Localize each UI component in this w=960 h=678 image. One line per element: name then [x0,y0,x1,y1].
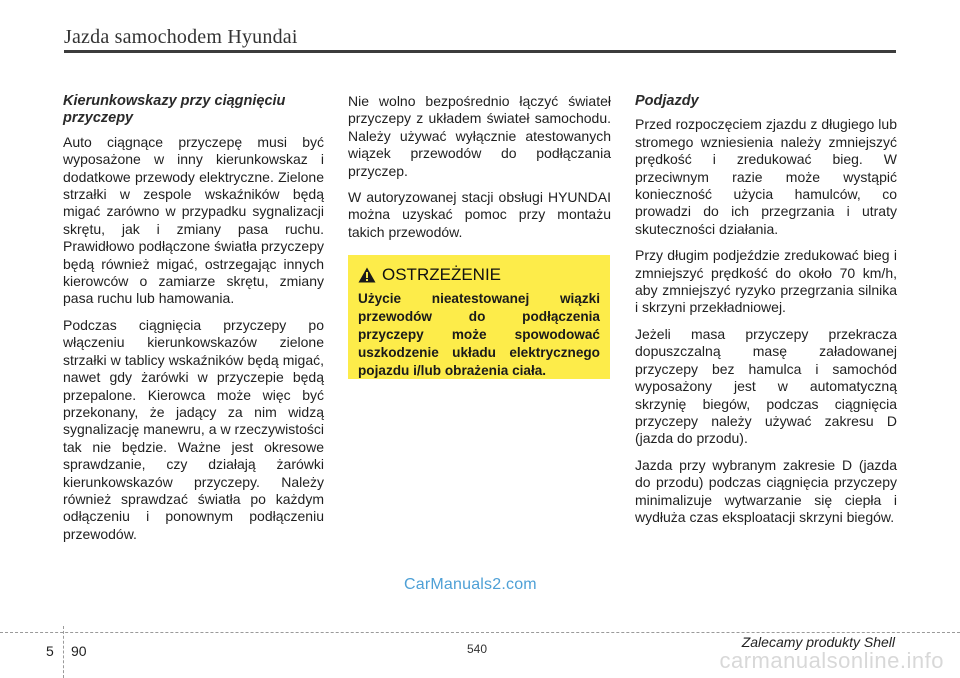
warning-box [348,255,610,379]
warning-title: OSTRZEŻENIE [382,265,502,284]
column-middle [348,93,611,250]
paragraph: Nie wolno bezpośrednio łączyć świateł przyczepy z układem świateł samochodu. Należy używać wyłącznie atestowanych wiązek przewodów do podłączania przyczep. [348,93,611,179]
warning-header [358,265,600,285]
center-page-number: 540 [467,642,488,656]
column-right [635,93,897,535]
footer-vertical-divider [63,626,64,678]
carmanuals-watermark[interactable]: CarManuals2.com [404,576,537,593]
warning-text: Użycie nieatestowanej wiązki przewodów do podłączenia przyczepy może spowodować uszkodzenie układu elektrycznego pojazdu i/lub obrażenia ciała. [358,291,600,378]
page-header-title: Jazda samochodem Hyundai [64,26,298,48]
chapter-number: 5 [46,643,54,659]
column-left [63,93,324,552]
page-number: 90 [71,643,87,659]
footer-divider [0,632,960,633]
site-watermark[interactable]: carmanualsonline.info [719,648,944,673]
footer-shell-text: Zalecamy produkty Shell [741,634,895,650]
paragraph: Jeżeli masa przyczepy przekracza dopuszczalną masę załadowanej przyczepy bez hamulca i samochód wyposażony jest w automatyczną skrzynię biegów, podczas ciągnięcia przyczepy należy używać zakresu D (jazda do przodu). [635,325,897,447]
paragraph: Przy długim podjeździe zredukować bieg i zmniejszyć prędkość do około 70 km/h, aby zmniejszyć ryzyko przegrzania silnika i skrzyni przekładniowej. [635,247,897,316]
paragraph: Przed rozpoczęciem zjazdu z długiego lub stromego wzniesienia należy zmniejszyć prędkość i zredukować bieg. W przeciwnym razie może wystąpić konieczność użycia hamulców, co prowadzi do ich przegrzania i utraty skuteczności działania. [635,116,897,237]
paragraph: Podczas ciągnięcia przyczepy po włączeniu kierunkowskazów zielone strzałki w tablicy wskaźników będą migać, nawet gdy żarówki w przyczepie będą przepalone. Kierowca może więc być przekonany, że jadący za nim widzą sygnalizację manewru, a w rzeczywistości tak nie będzie. Ważne jest okresowe sprawdzanie, czy działają żarówki kierunkowskazów przyczepy. Należy również sprawdzać światła po każdym odłączeniu i ponownym podłączeniu przewodów. [63,316,324,542]
paragraph: Auto ciągnące przyczepę musi być wyposażone w inny kierunkowskaz i dodatkowe przewody elektryczne. Zielone strzałki w zespole wskaźników będą migać zarówno w przypadku sygnalizacji skrętu, jak i zmiany pasa ruchu. Prawidłowo podłączone światła przyczepy będą również migać, ostrzegając innych kierowców o zamiarze skrętu, zmiany pasa ruchu lub hamowania. [63,133,324,307]
paragraph: Jazda przy wybranym zakresie D (jazda do przodu) podczas ciągnięcia przyczepy minimalizuje wytwarzanie się ciepła i wydłuża czas eksploatacji skrzyni biegów. [635,456,897,525]
header-divider [64,50,896,53]
warning-triangle-icon [358,267,376,283]
paragraph: W autoryzowanej stacji obsługi HYUNDAI można uzyskać pomoc przy montażu takich przewodów. [348,189,611,240]
section-heading-turn-signals: Kierunkowskazy przy ciągnięciu przyczepy [63,93,286,127]
section-heading-slopes: Podjazdy [635,93,699,109]
